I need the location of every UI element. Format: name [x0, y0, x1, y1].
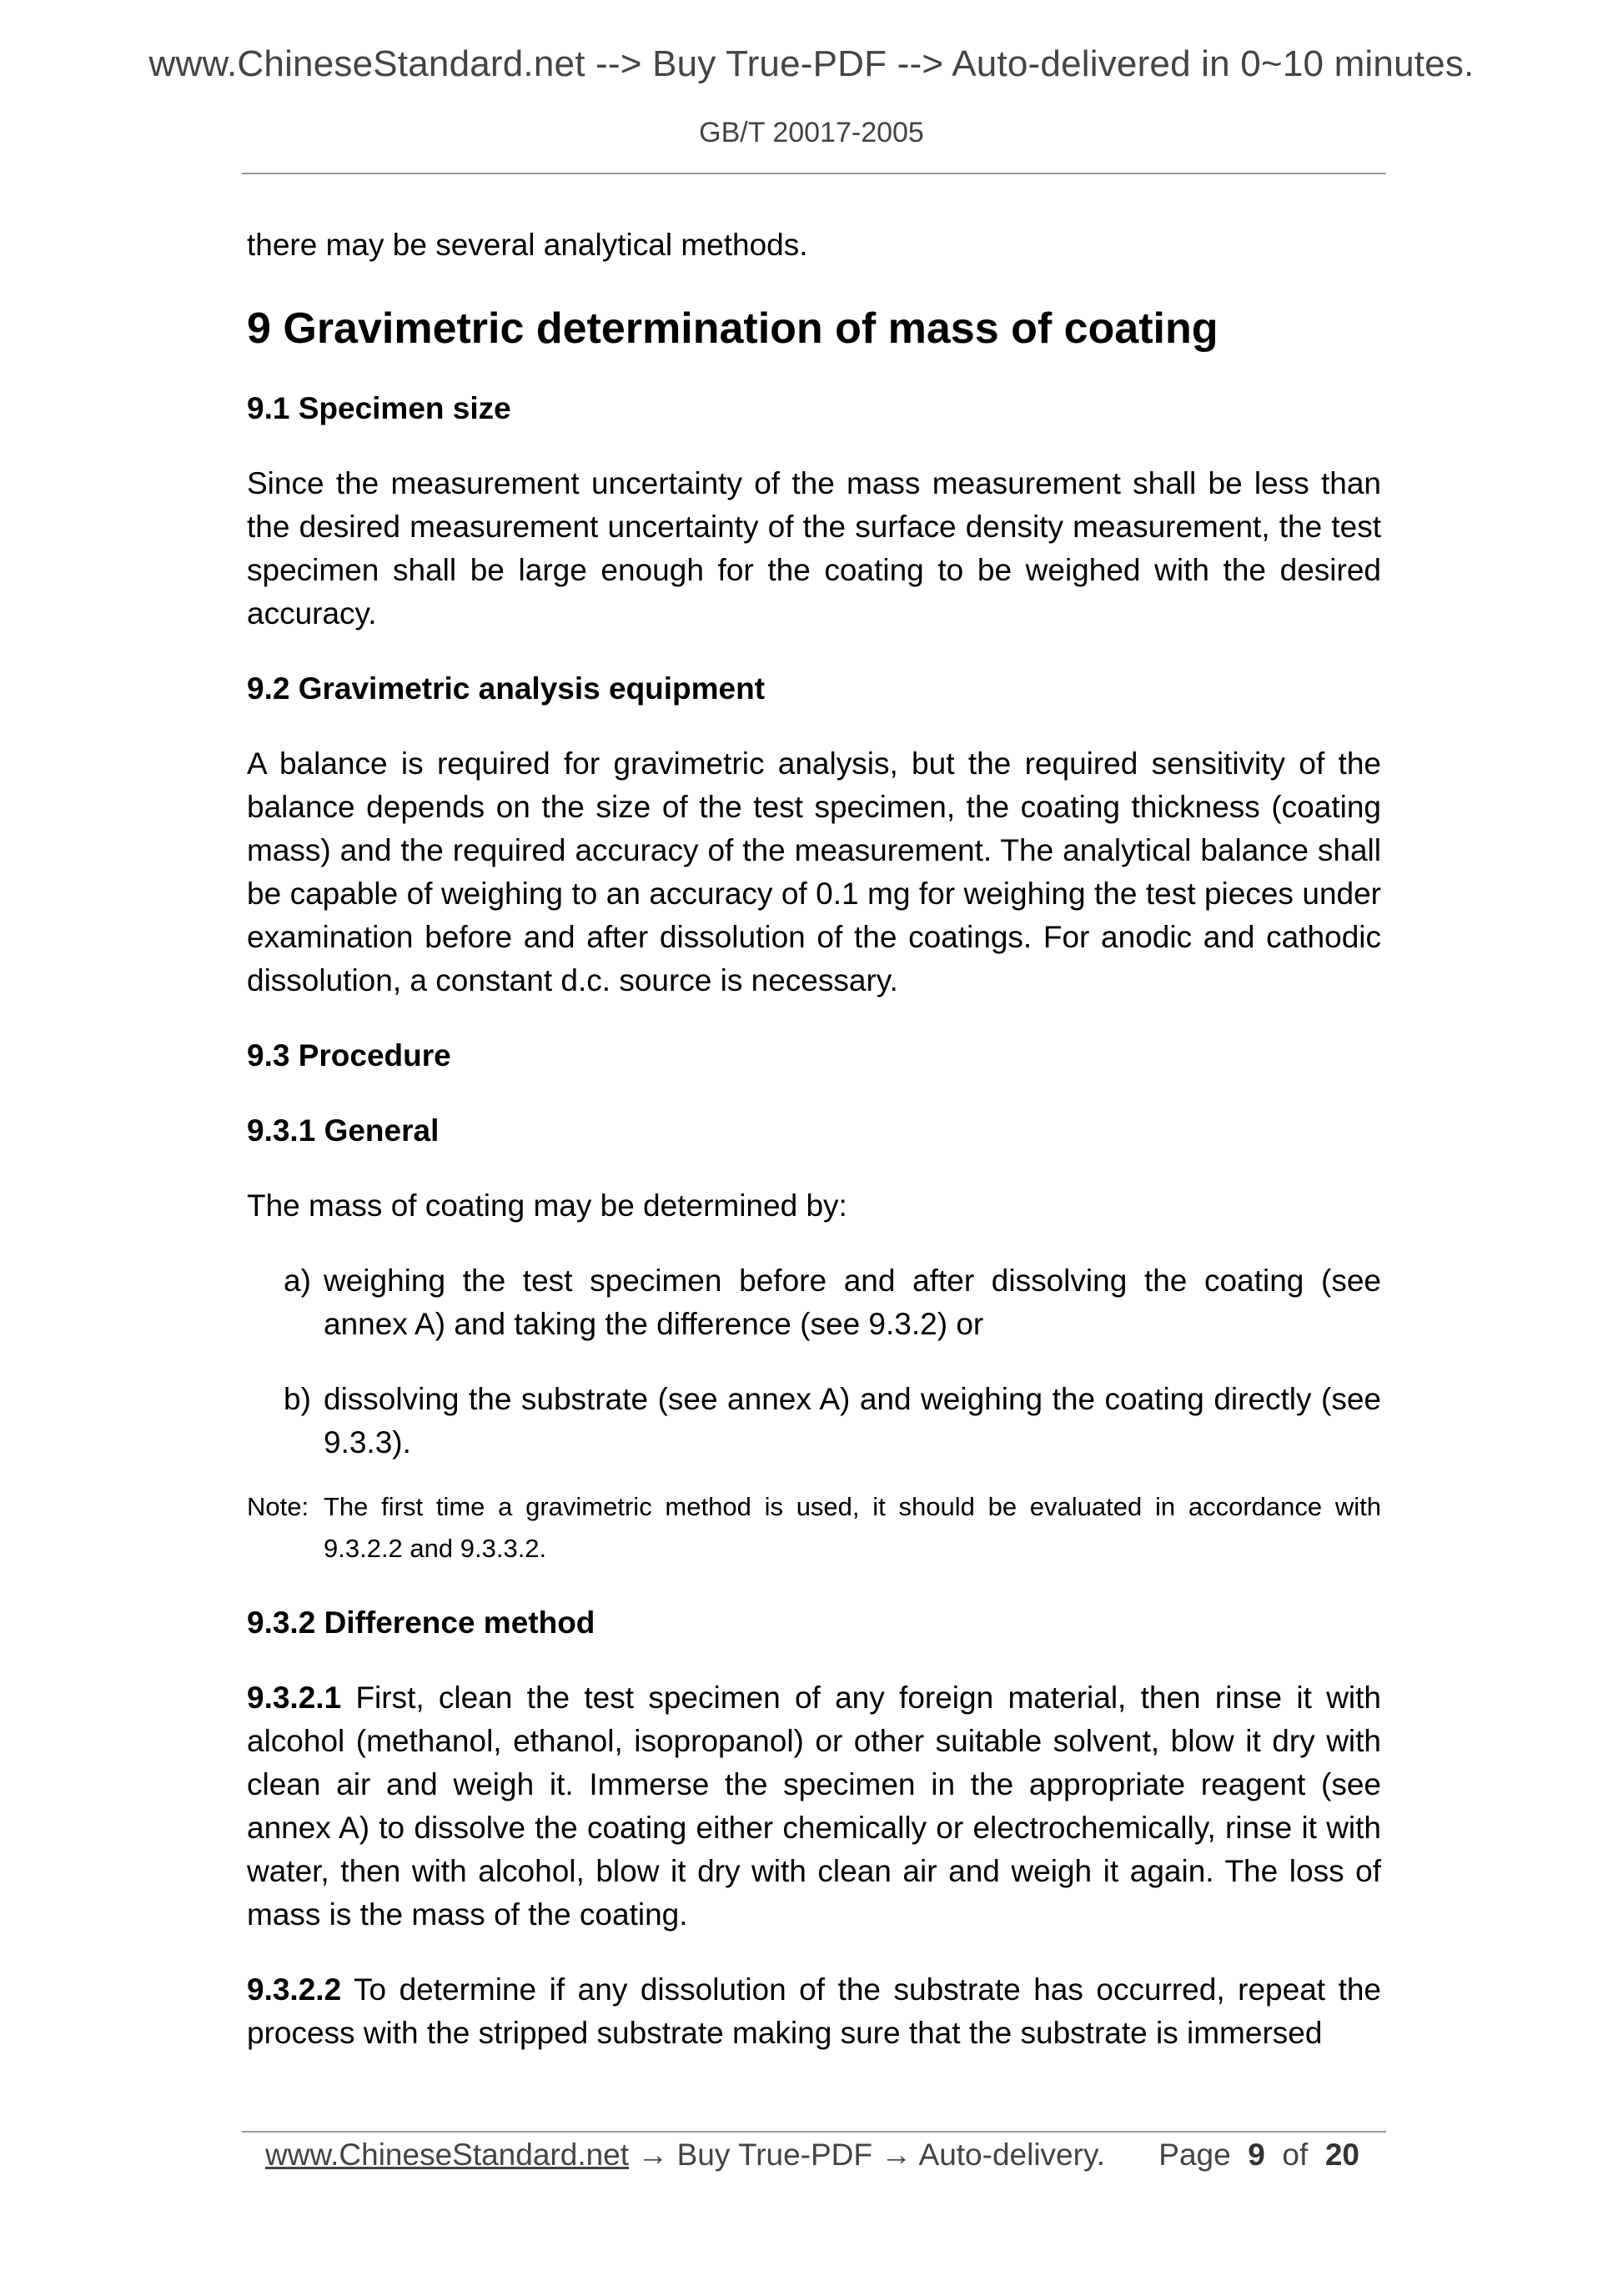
header-divider: [242, 173, 1386, 174]
section-9-2-title: 9.2 Gravimetric analysis equipment: [247, 671, 766, 706]
footer-divider: [242, 2131, 1386, 2133]
top-banner: www.ChineseStandard.net --> Buy True-PDF --> Auto-delivered in 0~10 minutes.: [148, 43, 1475, 84]
clause-text: First, clean the test specimen of any foreign material, then rinse it with alcohol (methanol, ethanol, isopropanol) or other suitable solvent, blow it dry with clean air and weigh it. Immerse the specimen in the appropriate reagent (see annex A) to dissolve the coating either chemically or electrochemically, rinse it with water, then with alcohol, blow it dry with clean air and weigh it again. The loss of mass is the mass of the coating.: [247, 1681, 1381, 1932]
section-9-1-title: 9.1 Specimen size: [247, 391, 511, 425]
section-9-3-title: 9.3 Procedure: [247, 1038, 451, 1073]
section-9-2-text: A balance is required for gravimetric analysis, but the required sensitivity of the balance depends on the size of the test specimen, the coating thickness (coating mass) and the required accuracy of the measurement. The analytical balance shall be capable of weighing to an accuracy of 0.1 mg for weighing the test pieces under examination before and after dissolution of the coatings. For anodic and cathodic dissolution, a constant d.c. source is necessary.: [247, 746, 1381, 997]
section-9-3-2-title: 9.3.2 Difference method: [247, 1605, 595, 1640]
list-item-text: dissolving the substrate (see annex A) and weighing the coating directly (see 9.3.3).: [324, 1382, 1381, 1459]
note-text: The first time a gravimetric method is used, it should be evaluated in accordance with 9.3.2.2 and 9.3.3.2.: [324, 1492, 1381, 1563]
list-item-b: [284, 1378, 1381, 1465]
footer-left: [265, 2133, 1105, 2177]
clause-number: 9.3.2.1: [247, 1681, 342, 1715]
list-item-a: [284, 1259, 1381, 1346]
clause-number: 9.3.2.2: [247, 1972, 342, 2007]
page-content: [247, 224, 1381, 2055]
list-marker: a): [284, 1264, 311, 1298]
of-word: of: [1282, 2138, 1309, 2172]
clause-9-3-2-1: [247, 1676, 1381, 1937]
note-block: [247, 1486, 1381, 1570]
clause-text: To determine if any dissolution of the substrate has occurred, repeat the process with the stripped substrate making sure that the substrate is immersed: [247, 1972, 1381, 2050]
page-total: 20: [1324, 2138, 1359, 2172]
section-9-title: 9 Gravimetric determination of mass of coating: [247, 304, 1219, 353]
page-indicator: [1158, 2133, 1359, 2177]
intro-text: there may be several analytical methods.: [247, 228, 808, 262]
document-id: GB/T 20017-2005: [699, 117, 924, 148]
page-footer: [265, 2133, 1359, 2177]
page-word: Page: [1158, 2138, 1231, 2172]
section-9-1-text: Since the measurement uncertainty of the mass measurement shall be less than the desired measurement uncertainty of the surface density measurement, the test specimen shall be large enough for the coating to be weighed with the desired accuracy.: [247, 466, 1381, 631]
list-item-text: weighing the test specimen before and after dissolving the coating (see annex A) and taking the difference (see 9.3.2) or: [324, 1264, 1381, 1341]
footer-trail: → Buy True-PDF → Auto-delivery.: [629, 2138, 1105, 2172]
section-9-3-1-text: The mass of coating may be determined by:: [247, 1188, 847, 1223]
footer-link[interactable]: www.ChineseStandard.net: [265, 2138, 630, 2172]
section-9-3-1-title: 9.3.1 General: [247, 1113, 440, 1148]
clause-9-3-2-2: [247, 1968, 1381, 2055]
page-number: 9: [1248, 2138, 1265, 2172]
note-label: Note:: [247, 1492, 309, 1521]
list-marker: b): [284, 1382, 311, 1416]
